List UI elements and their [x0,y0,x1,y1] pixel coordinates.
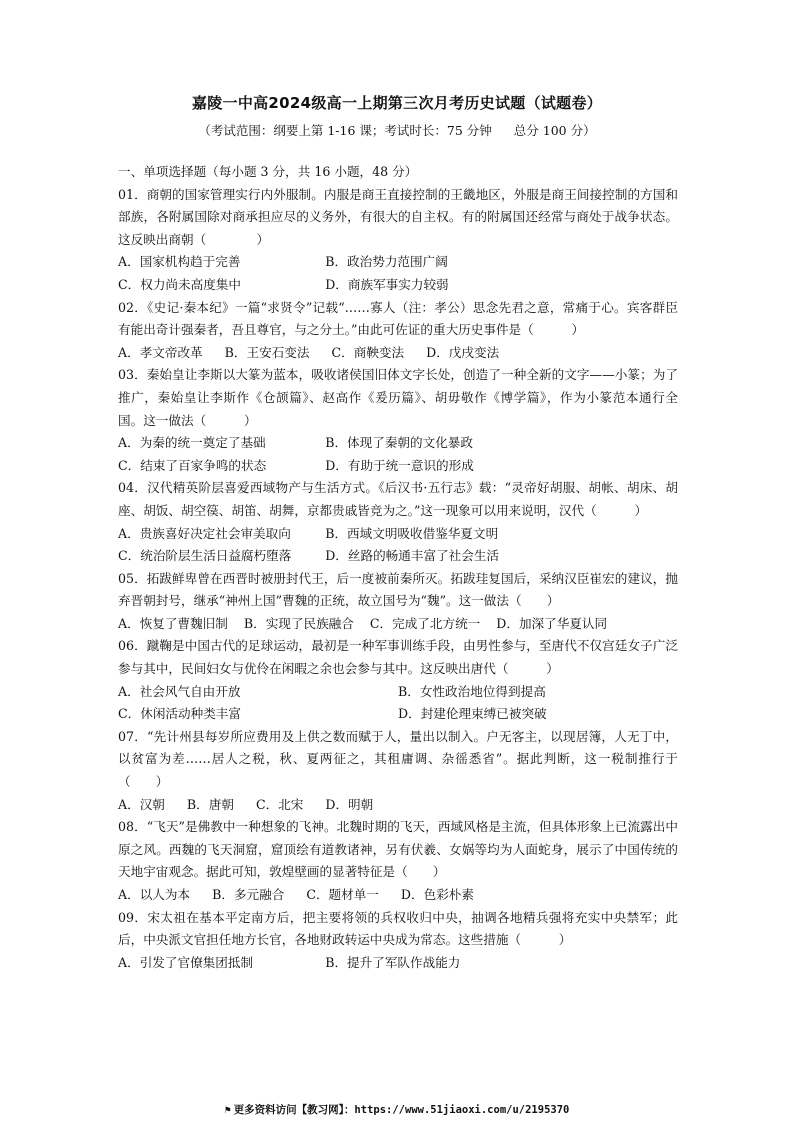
footer-text[interactable]: 更多资料访问【教习网】：https://www.51jiaoxi.com/u/2195370 [233,1104,570,1116]
option-b: B．体现了秦朝的文化暴政 [325,435,473,451]
question-stem: 02．《史记·秦本纪》一篇“求贤令”记载“……寡人（注：孝公）思念先君之意，常痛于心。宾客群臣有能出奇计强秦者，吾且尊官，与之分土。”由此可佐证的重大历史事件是（ ） [118,299,678,338]
option-d: D．丝路的畅通丰富了社会生活 [325,548,500,564]
option-b: B．西域文明吸收借鉴华夏文明 [325,525,499,541]
question-options [118,681,678,726]
option-b: B．提升了军队作战能力 [325,954,461,970]
question-options [118,952,678,975]
question-options [118,613,678,636]
question-options [118,523,678,568]
option-a: A．社会风气自由开放 [118,683,241,699]
question-stem: 06．蹴鞠是中国古代的足球运动，最初是一种军事训练手段，由男性参与，至唐代不仅宫廷女子广泛参与其中，民间妇女与优伶在闲暇之余也会参与其中。这反映出唐代（ ） [118,638,678,677]
option-c: C．结束了百家争鸣的状态 [118,457,267,473]
footer-link[interactable] [0,1102,794,1117]
question-stem: 03．秦始皇让李斯以大篆为蓝本，吸收诸侯国旧体文字长处，创造了一种全新的文字——小篆；为了推广，秦始皇让李斯作《仓颉篇》、赵高作《爰历篇》、胡毋敬作《博学篇》，作为小篆范本通行全国。这一做法（ ） [118,367,678,428]
exam-info-scope: （考试范围：纲要上第 1-16 课；考试时长：75 分钟 [198,123,492,138]
option-a: A．孝文帝改革 [118,344,203,360]
option-a: A．恢复了曹魏旧制 [118,615,228,631]
option-c: C．权力尚未高度集中 [118,276,241,292]
option-d: D．戊戌变法 [426,344,500,360]
option-d: D．色彩朴素 [400,887,474,902]
question-options [118,342,678,365]
option-c: C．题材单一 [306,887,379,902]
option-c: C．完成了北方统一 [369,615,481,631]
question-options [118,884,678,907]
option-a: A．为秦的统一奠定了基础 [118,435,266,451]
page-title: 嘉陵一中高2024级高一上期第三次月考历史试题（试题卷） [191,94,603,112]
question-stem: 04．汉代精英阶层喜爱西域物产与生活方式。《后汉书·五行志》载：“灵帝好胡服、胡帐、胡床、胡座、胡饭、胡空篌、胡笛、胡舞，京都贵戚皆竞为之。”这一现象可以用来说明，汉代（ ） [118,480,678,518]
question-stem: 07．“先计州县每岁所应费用及上供之数而赋于人，量出以制入。户无客主，以现居簿，人无丁中，以贫富为差……居人之税，秋、夏两征之，其租庸调、杂徭悉省”。据此判断，这一税制推行于（ ） [118,728,678,790]
question-stem: 05．拓跋鲜卑曾在西晋时被册封代王，后一度被前秦所灭。拓跋珪复国后，采纳汉臣崔宏的建议，抛弃晋朝封号，继承“神州上国”曹魏的正统，故立国号为“魏”。这一做法（ ） [118,570,678,609]
exam-info [0,121,794,139]
option-b: B．政治势力范围广阔 [325,254,448,270]
option-b: B．女性政治地位得到提高 [398,683,546,699]
option-d: D．封建伦理束缚已被突破 [398,706,547,722]
option-a: A．贵族喜好决定社会审美取向 [118,525,291,541]
option-c: C．休闲活动种类丰富 [118,706,241,722]
option-c: C．商鞅变法 [331,344,405,360]
option-c: C．北宋 [255,796,304,812]
question-options [118,251,678,296]
option-b: B．王安石变法 [224,344,310,360]
option-b: B．多元融合 [212,887,285,902]
option-a: A．国家机构趋于完善 [118,254,241,270]
option-d: D．明朝 [325,796,374,812]
option-d: D．商族军事实力较弱 [325,276,449,292]
question-list [118,161,678,974]
option-a: A．汉朝 [118,796,165,812]
question-options [118,432,678,477]
exam-info-score: 总分 100 分） [513,123,596,138]
option-b: B．唐朝 [186,796,234,812]
option-a: A．以人为本 [118,887,191,902]
option-c: C．统治阶层生活日益腐朽堕落 [118,548,292,564]
question-stem: 08．“飞天”是佛教中一种想象的飞神。北魏时期的飞天，西域风格是主流，但具体形象上已流露出中原之风。西魏的飞天洞窟，窟顶绘有道教诸神，另有伏羲、女娲等均为人面蛇身，展示了中国传统的天地宇宙观念。据此可知，敦煌壁画的显著特征是（ ） [118,819,678,880]
question-options [118,794,678,817]
question-stem: 01．商朝的国家管理实行内外服制。内服是商王直接控制的王畿地区，外服是商王间接控制的方国和部族，各附属国除对商承担应尽的义务外，有很大的自主权。有的附属国还经常与商处于战争状态。这反映出商朝（ ） [118,186,678,247]
section-heading: 一、单项选择题（每小题 3 分，共 16 小题，48 分） [118,164,418,179]
option-d: D．有助于统一意识的形成 [325,457,474,473]
option-a: A．引发了官僚集团抵制 [118,954,254,970]
option-b: B．实现了民族融合 [243,615,354,631]
option-d: D．加深了华夏认同 [496,615,608,631]
question-stem: 09．宋太祖在基本平定南方后，把主要将领的兵权收归中央，抽调各地精兵强将充实中央禁军；此后，中央派文官担任地方长官，各地财政转运中央成为常态。这些措施（ ） [118,909,678,948]
flag-icon: ⚑ [224,1105,231,1116]
